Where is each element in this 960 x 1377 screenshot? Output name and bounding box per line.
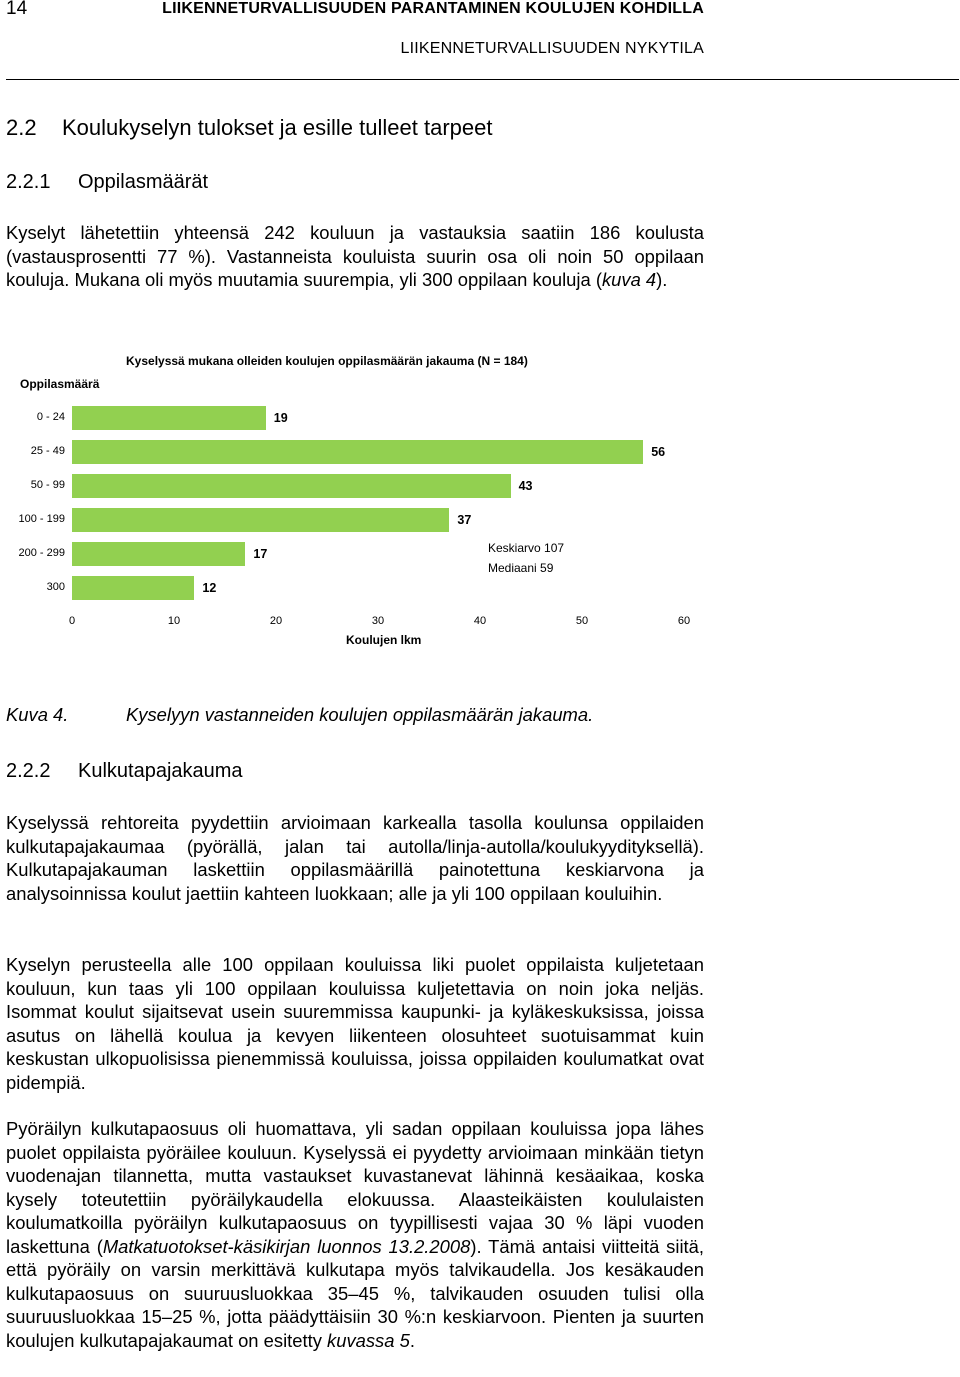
running-header-subtitle: LIIKENNETURVALLISUUDEN NYKYTILA — [400, 40, 704, 57]
section-heading-2-2 — [6, 115, 492, 141]
paragraph-text: Pyöräilyn kulkutapaosuus oli huomattava, yli sadan oppilaan kouluissa jopa lähes puolet oppilaista pyöräilee kouluun. Kyselyssä ei pyydetty arvioimaan minkään tietyn vuodenajan tilannetta, mutta vastaukset kuvastanevat lähinnä kesäaikaa, koska kysely toteutettiin pyöräilykaudella elokuussa. Alaasteikäisten koululaisten koulumatkoilla pyöräilyn kulkutapaosuus on tyypillisesti vajaa 30 % läpi vuoden laskettuna ( — [6, 1118, 704, 1257]
paragraph-response-rate — [6, 221, 704, 292]
chart-bar — [72, 440, 643, 464]
paragraph-small-vs-large: Kyselyn perusteella alle 100 oppilaan kouluissa liki puolet oppilaista kuljetetaan kouluun, kun taas yli 100 oppilaan kouluissa kuljetettavia on noin joka neljäs. Isommat koulut sijaitsevat usein suuremmissa kaupunki- ja kyläkeskuksissa, joissa asutus on lähellä koulua ja kevyen liikenteen olosuhteet suotuisammat kuin keskustan ulkopuolisissa pienemmissä kouluissa, joissa oppilaiden koulumatkat ovat pidempiä. — [6, 954, 704, 1093]
section-heading-2-2-2 — [6, 760, 243, 783]
paragraph-text-end: . — [409, 1329, 415, 1351]
section-number: 2.2.2 — [6, 760, 51, 782]
chart-x-tick-label: 60 — [677, 615, 691, 627]
chart-x-tick-label: 50 — [575, 615, 589, 627]
chart-annotation-median: Mediaani 59 — [488, 561, 554, 575]
caption-label: Kuva 4. — [6, 704, 69, 725]
chart-x-tick-label: 10 — [167, 615, 181, 627]
chart-title: Kyselyssä mukana olleiden koulujen oppilasmäärän jakauma (N = 184) — [126, 354, 528, 368]
enrollment-distribution-chart — [0, 340, 720, 660]
chart-y-axis-label: Oppilasmäärä — [20, 377, 100, 391]
chart-data-label: 43 — [518, 479, 533, 493]
section-title: Koulukyselyn tulokset ja esille tulleet tarpeet — [62, 115, 493, 140]
chart-data-label: 17 — [253, 547, 268, 561]
section-title: Oppilasmäärät — [78, 171, 209, 193]
caption-text: Kyselyyn vastanneiden koulujen oppilasmäärän jakauma. — [126, 704, 594, 725]
chart-data-label: 12 — [202, 581, 217, 595]
chart-data-label: 56 — [651, 445, 666, 459]
chart-bar — [72, 406, 266, 430]
paragraph-text-middle: ). Tämä antaisi viitteitä siitä, että pyöräily on varsin merkittävä kulkutapa myös talvikaudella. Jos kesäkauden kulkutapaosuus on suuruusluokkaa 35–45 %, talvikauden osuuden tulisi olla suuruusluokkaa 15–25 %, jotta päädyttäisiin 30 %:n keskiarvoon. Pienten ja suurten koulujen kulkutapajakaumat on esitetty — [6, 1235, 704, 1351]
chart-bar — [72, 576, 194, 600]
section-title: Kulkutapajakauma — [78, 760, 243, 782]
chart-x-tick-label: 40 — [473, 615, 487, 627]
chart-x-tick-label: 30 — [371, 615, 385, 627]
chart-data-label: 19 — [273, 411, 288, 425]
chart-x-axis-label: Koulujen lkm — [346, 633, 422, 647]
paragraph-method: Kyselyssä rehtoreita pyydettiin arvioimaan karkealla tasolla koulunsa oppilaiden kulkutapajakaumaa (pyörällä, jalan tai autolla/linja-autolla/koulukyydityksellä). Kulkutapajakauman laskettiin oppilasmäärillä painotettuna keskiarvona ja analysoinnissa koulut jaettiin kahteen luokkaan; alle ja yli 100 oppilaan kouluihin. — [6, 812, 704, 904]
page-number: 14 — [6, 0, 28, 19]
chart-bar — [72, 474, 511, 498]
chart-x-tick-label: 0 — [68, 615, 76, 627]
figure-caption — [6, 704, 593, 726]
paragraph-text-end: ). — [656, 269, 668, 290]
chart-x-tick-label: 20 — [269, 615, 283, 627]
figure-reference: kuvassa 5 — [327, 1329, 410, 1351]
chart-category-label: 100 - 199 — [18, 513, 65, 525]
section-number: 2.2.1 — [6, 171, 51, 193]
figure-reference: kuva 4 — [601, 269, 657, 290]
section-heading-2-2-1 — [6, 171, 208, 194]
chart-bar — [72, 508, 449, 532]
chart-category-label: 50 - 99 — [30, 479, 65, 491]
chart-bar — [72, 542, 245, 566]
chart-annotation-mean: Keskiarvo 107 — [488, 541, 565, 555]
paragraph-text: Kyselyt lähetettiin yhteensä 242 kouluun ja vastauksia saatiin 186 koulusta (vastausprosentti 77 %). Vastanneista kouluista suurin osa oli noin 50 oppilaan kouluja. Mukana oli myös muutamia suurempia, yli 300 oppilaan kouluja ( — [6, 222, 704, 290]
running-header-title: LIIKENNETURVALLISUUDEN PARANTAMINEN KOULUJEN KOHDILLA — [162, 0, 704, 17]
paragraph-cycling — [6, 1117, 704, 1352]
section-number: 2.2 — [6, 115, 37, 140]
source-reference: Matkatuotokset-käsikirjan luonnos 13.2.2008 — [102, 1235, 471, 1257]
chart-data-label: 37 — [457, 513, 472, 527]
chart-category-label: 200 - 299 — [18, 547, 65, 559]
chart-category-label: 300 — [46, 581, 65, 593]
chart-category-label: 25 - 49 — [30, 445, 65, 457]
header-divider — [6, 79, 959, 80]
chart-category-label: 0 - 24 — [36, 411, 65, 423]
